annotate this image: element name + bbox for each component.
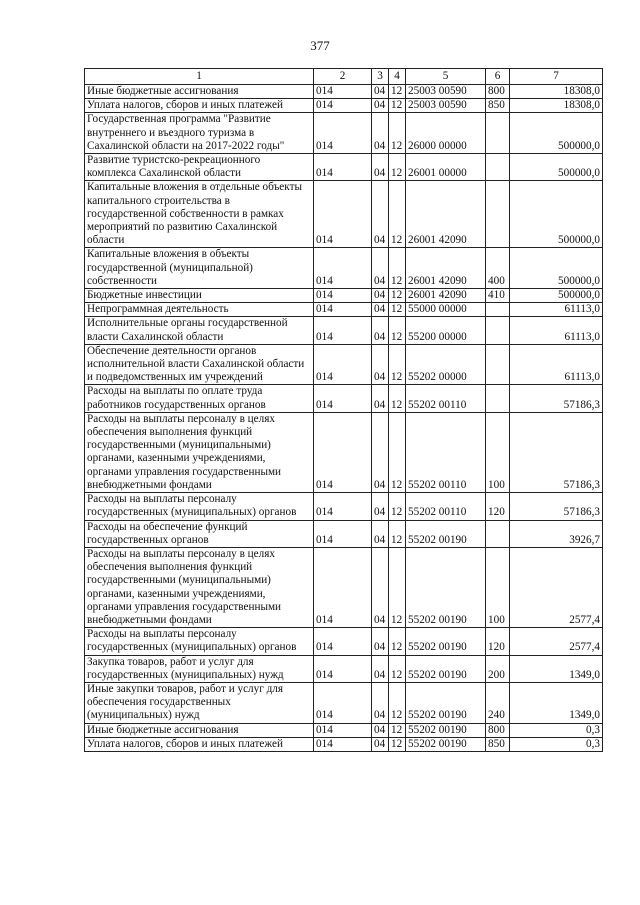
row-name: Расходы на выплаты персоналу в целях обеспечения выполнения функций государственными (муниципальными) органами, казенными учреждениями, органами управления государственными внебюджетными фондами xyxy=(85,547,314,627)
row-target-article: 55202 00190 xyxy=(406,723,486,737)
row-target-article: 55202 00110 xyxy=(406,493,486,520)
table-row xyxy=(85,154,603,181)
table-row xyxy=(85,520,603,547)
row-section: 04 xyxy=(372,317,389,344)
row-amount: 61113,0 xyxy=(510,344,603,385)
row-subsection: 12 xyxy=(389,154,406,181)
row-section: 04 xyxy=(372,737,389,751)
row-amount: 2577,4 xyxy=(510,547,603,627)
row-subsection: 12 xyxy=(389,412,406,492)
row-target-article: 26000 00000 xyxy=(406,113,486,154)
row-amount: 57186,3 xyxy=(510,385,603,412)
row-name: Капитальные вложения в отдельные объекты капитального строительства в государственной собственности в рамках мероприятий по развитию Сахалинской области xyxy=(85,181,314,248)
row-target-article: 55202 00190 xyxy=(406,628,486,655)
row-expense-type xyxy=(486,303,510,317)
table-row xyxy=(85,113,603,154)
row-subsection: 12 xyxy=(389,113,406,154)
row-amount: 57186,3 xyxy=(510,412,603,492)
row-subsection: 12 xyxy=(389,655,406,682)
row-section: 04 xyxy=(372,520,389,547)
row-section: 04 xyxy=(372,248,389,289)
table-row xyxy=(85,85,603,99)
table-row xyxy=(85,493,603,520)
row-name: Закупка товаров, работ и услуг для государственных (муниципальных) нужд xyxy=(85,655,314,682)
row-target-article: 55202 00110 xyxy=(406,385,486,412)
budget-table xyxy=(84,68,603,752)
row-amount: 61113,0 xyxy=(510,317,603,344)
table-row xyxy=(85,737,603,751)
row-expense-type: 800 xyxy=(486,85,510,99)
row-admin-code: 014 xyxy=(314,493,372,520)
row-target-article: 55202 00110 xyxy=(406,412,486,492)
row-target-article: 26001 42090 xyxy=(406,181,486,248)
table-row xyxy=(85,385,603,412)
row-target-article: 55200 00000 xyxy=(406,317,486,344)
header-col-7: 7 xyxy=(510,69,603,85)
row-subsection: 12 xyxy=(389,344,406,385)
row-subsection: 12 xyxy=(389,723,406,737)
row-amount: 18308,0 xyxy=(510,85,603,99)
row-subsection: 12 xyxy=(389,520,406,547)
row-amount: 3926,7 xyxy=(510,520,603,547)
row-subsection: 12 xyxy=(389,317,406,344)
header-col-5: 5 xyxy=(406,69,486,85)
row-name: Иные бюджетные ассигнования xyxy=(85,723,314,737)
row-subsection: 12 xyxy=(389,737,406,751)
row-section: 04 xyxy=(372,99,389,113)
row-section: 04 xyxy=(372,723,389,737)
row-subsection: 12 xyxy=(389,493,406,520)
row-admin-code: 014 xyxy=(314,520,372,547)
row-section: 04 xyxy=(372,628,389,655)
row-target-article: 55202 00190 xyxy=(406,655,486,682)
row-name: Иные закупки товаров, работ и услуг для обеспечения государственных (муниципальных) нужд xyxy=(85,682,314,723)
row-name: Уплата налогов, сборов и иных платежей xyxy=(85,99,314,113)
row-target-article: 25003 00590 xyxy=(406,99,486,113)
row-expense-type xyxy=(486,520,510,547)
row-target-article: 55202 00190 xyxy=(406,520,486,547)
row-section: 04 xyxy=(372,289,389,303)
row-expense-type: 850 xyxy=(486,737,510,751)
row-section: 04 xyxy=(372,181,389,248)
table-row xyxy=(85,547,603,627)
row-amount: 0,3 xyxy=(510,723,603,737)
row-name: Непрограммная деятельность xyxy=(85,303,314,317)
row-section: 04 xyxy=(372,655,389,682)
row-subsection: 12 xyxy=(389,181,406,248)
row-target-article: 25003 00590 xyxy=(406,85,486,99)
row-amount: 500000,0 xyxy=(510,154,603,181)
row-admin-code: 014 xyxy=(314,99,372,113)
header-col-1: 1 xyxy=(85,69,314,85)
row-admin-code: 014 xyxy=(314,412,372,492)
table-row xyxy=(85,655,603,682)
table-row xyxy=(85,303,603,317)
row-admin-code: 014 xyxy=(314,248,372,289)
row-section: 04 xyxy=(372,154,389,181)
row-subsection: 12 xyxy=(389,85,406,99)
row-amount: 2577,4 xyxy=(510,628,603,655)
row-expense-type: 100 xyxy=(486,412,510,492)
row-admin-code: 014 xyxy=(314,547,372,627)
row-subsection: 12 xyxy=(389,99,406,113)
row-name: Обеспечение деятельности органов исполнительной власти Сахалинской области и подведомственных им учреждений xyxy=(85,344,314,385)
row-amount: 500000,0 xyxy=(510,113,603,154)
row-name: Развитие туристско-рекреационного комплекса Сахалинской области xyxy=(85,154,314,181)
table-row xyxy=(85,181,603,248)
row-amount: 61113,0 xyxy=(510,303,603,317)
row-admin-code: 014 xyxy=(314,723,372,737)
table-row xyxy=(85,317,603,344)
row-expense-type xyxy=(486,154,510,181)
row-target-article: 55202 00000 xyxy=(406,344,486,385)
table-row xyxy=(85,344,603,385)
header-row xyxy=(85,69,603,85)
row-name: Расходы на выплаты персоналу государственных (муниципальных) органов xyxy=(85,628,314,655)
row-admin-code: 014 xyxy=(314,317,372,344)
row-name: Исполнительные органы государственной власти Сахалинской области xyxy=(85,317,314,344)
row-expense-type: 850 xyxy=(486,99,510,113)
row-admin-code: 014 xyxy=(314,303,372,317)
table-row xyxy=(85,682,603,723)
row-amount: 500000,0 xyxy=(510,181,603,248)
row-expense-type: 200 xyxy=(486,655,510,682)
row-name: Бюджетные инвестиции xyxy=(85,289,314,303)
row-name: Расходы на обеспечение функций государственных органов xyxy=(85,520,314,547)
row-subsection: 12 xyxy=(389,682,406,723)
row-expense-type: 100 xyxy=(486,547,510,627)
row-admin-code: 014 xyxy=(314,113,372,154)
row-subsection: 12 xyxy=(389,289,406,303)
row-admin-code: 014 xyxy=(314,181,372,248)
row-section: 04 xyxy=(372,547,389,627)
row-expense-type xyxy=(486,317,510,344)
row-subsection: 12 xyxy=(389,385,406,412)
row-expense-type: 120 xyxy=(486,628,510,655)
page-number: 377 xyxy=(310,38,330,53)
row-name: Уплата налогов, сборов и иных платежей xyxy=(85,737,314,751)
table-row xyxy=(85,99,603,113)
row-expense-type xyxy=(486,385,510,412)
row-admin-code: 014 xyxy=(314,385,372,412)
row-expense-type: 120 xyxy=(486,493,510,520)
table-row xyxy=(85,628,603,655)
header-col-6: 6 xyxy=(486,69,510,85)
row-target-article: 26001 42090 xyxy=(406,248,486,289)
row-amount: 0,3 xyxy=(510,737,603,751)
row-admin-code: 014 xyxy=(314,655,372,682)
row-subsection: 12 xyxy=(389,303,406,317)
row-section: 04 xyxy=(372,385,389,412)
table-row xyxy=(85,248,603,289)
row-admin-code: 014 xyxy=(314,154,372,181)
row-name: Капитальные вложения в объекты государственной (муниципальной) собственности xyxy=(85,248,314,289)
row-subsection: 12 xyxy=(389,547,406,627)
row-expense-type: 800 xyxy=(486,723,510,737)
row-admin-code: 014 xyxy=(314,289,372,303)
row-section: 04 xyxy=(372,344,389,385)
row-admin-code: 014 xyxy=(314,85,372,99)
row-section: 04 xyxy=(372,113,389,154)
header-col-2: 2 xyxy=(314,69,372,85)
row-name: Расходы на выплаты персоналу государственных (муниципальных) органов xyxy=(85,493,314,520)
row-amount: 500000,0 xyxy=(510,289,603,303)
table-body xyxy=(85,85,603,752)
header-col-4: 4 xyxy=(389,69,406,85)
row-name: Расходы на выплаты персоналу в целях обеспечения выполнения функций государственными (муниципальными) органами, казенными учреждениями, органами управления государственными внебюджетными фондами xyxy=(85,412,314,492)
row-target-article: 26001 00000 xyxy=(406,154,486,181)
table-row xyxy=(85,289,603,303)
row-target-article: 55202 00190 xyxy=(406,547,486,627)
row-amount: 500000,0 xyxy=(510,248,603,289)
row-target-article: 55202 00190 xyxy=(406,737,486,751)
row-expense-type xyxy=(486,113,510,154)
row-amount: 18308,0 xyxy=(510,99,603,113)
row-name: Расходы на выплаты по оплате труда работников государственных органов xyxy=(85,385,314,412)
row-amount: 57186,3 xyxy=(510,493,603,520)
row-expense-type: 410 xyxy=(486,289,510,303)
row-expense-type xyxy=(486,344,510,385)
row-amount: 1349,0 xyxy=(510,655,603,682)
row-expense-type: 240 xyxy=(486,682,510,723)
header-col-3: 3 xyxy=(372,69,389,85)
row-section: 04 xyxy=(372,85,389,99)
row-section: 04 xyxy=(372,682,389,723)
row-subsection: 12 xyxy=(389,628,406,655)
row-target-article: 26001 42090 xyxy=(406,289,486,303)
row-amount: 1349,0 xyxy=(510,682,603,723)
row-target-article: 55202 00190 xyxy=(406,682,486,723)
row-admin-code: 014 xyxy=(314,344,372,385)
row-admin-code: 014 xyxy=(314,628,372,655)
row-section: 04 xyxy=(372,493,389,520)
row-section: 04 xyxy=(372,303,389,317)
table-row xyxy=(85,412,603,492)
row-admin-code: 014 xyxy=(314,682,372,723)
row-subsection: 12 xyxy=(389,248,406,289)
row-target-article: 55000 00000 xyxy=(406,303,486,317)
row-name: Государственная программа "Развитие внутреннего и въездного туризма в Сахалинской области на 2017-2022 годы" xyxy=(85,113,314,154)
row-expense-type xyxy=(486,181,510,248)
row-name: Иные бюджетные ассигнования xyxy=(85,85,314,99)
row-admin-code: 014 xyxy=(314,737,372,751)
row-section: 04 xyxy=(372,412,389,492)
row-expense-type: 400 xyxy=(486,248,510,289)
table-row xyxy=(85,723,603,737)
